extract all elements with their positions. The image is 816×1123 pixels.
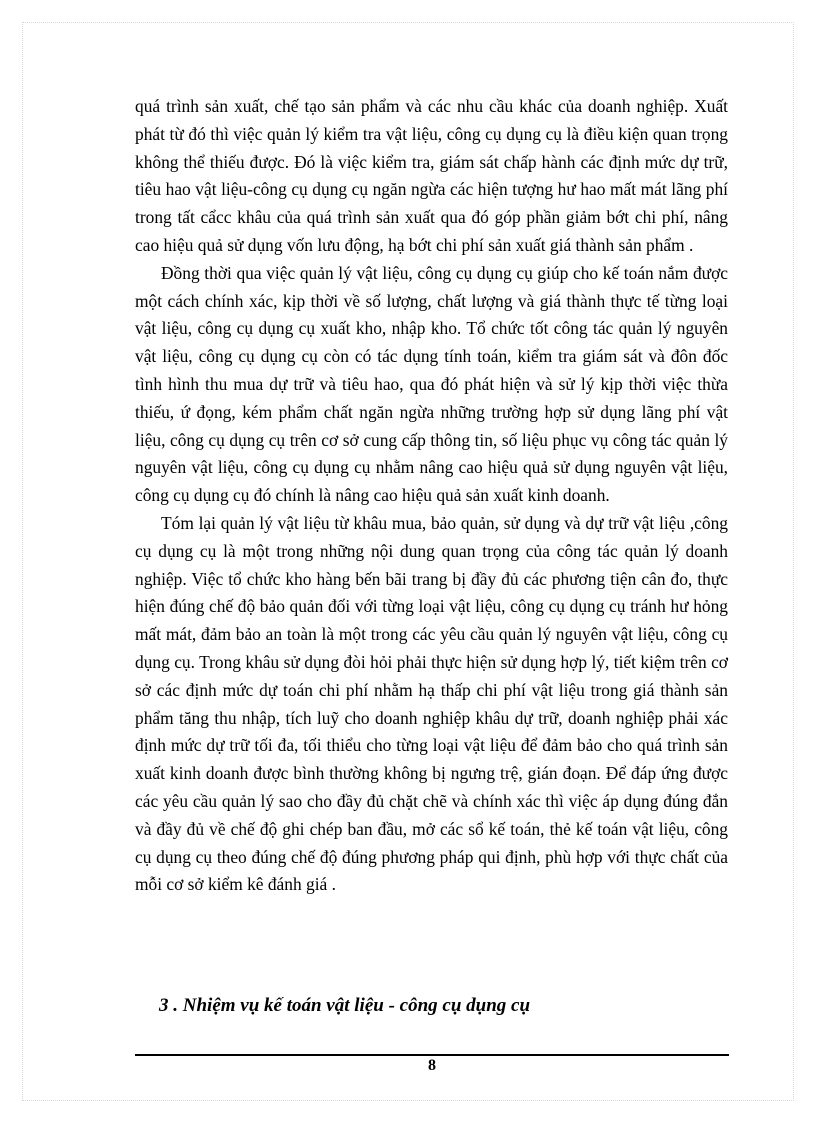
paragraph-3: Tóm lại quản lý vật liệu từ khâu mua, bảo quản, sử dụng và dự trữ vật liệu ,công cụ dụng cụ là một trong những nội dung quan trọng của công tác quản lý doanh nghiệp. Việc tổ chức kho hàng bến bãi trang bị đầy đủ các phương tiện cân đo, thực hiện đúng chế độ bảo quản đối với từng loại vật liệu, công cụ dụng cụ tránh hư hỏng mất mát, đảm bảo an toàn là một trong các yêu cầu quản lý nguyên vật liệu, công cụ dụng cụ. Trong khâu sử dụng đòi hỏi phải thực hiện sử dụng hợp lý, tiết kiệm trên cơ sở các định mức dự toán chi phí nhằm hạ thấp chi phí vật liệu trong giá thành sản phẩm tăng thu nhập, tích luỹ cho doanh nghiệp khâu dự trữ, doanh nghiệp phải xác định mức dự trữ tối đa, tối thiểu cho từng loại vật liệu để đảm bảo cho quá trình sản xuất kinh doanh được bình thường không bị ngưng trệ, gián đoạn. Để đáp ứng được các yêu cầu quản lý sao cho đầy đủ chặt chẽ và chính xác thì việc áp dụng đúng đắn và đầy đủ về chế độ ghi chép ban đầu, mở các sổ kế toán, thẻ kế toán vật liệu, công cụ dụng cụ theo đúng chế độ đúng phương pháp qui định, phù hợp với thực chất của mỗi cơ sở kiểm kê đánh giá . <box>135 512 728 895</box>
page-number: 8 <box>428 1057 436 1074</box>
paragraph-1: quá trình sản xuất, chế tạo sản phẩm và các nhu cầu khác của doanh nghiệp. Xuất phát từ đó thì việc quản lý kiểm tra vật liệu, công cụ dụng cụ là điều kiện quan trọng không thể thiếu được. Đó là việc kiểm tra, giám sát chấp hành các định mức dự trữ, tiêu hao vật liệu-công cụ dụng cụ ngăn ngừa các hiện tượng hư hao mất mát lãng phí trong tất cẩcc khâu của quá trình sản xuất qua đó góp phần giảm bớt chi phí, nâng cao hiệu quả sử dụng vốn lưu động, hạ bớt chi phí sản xuất giá thành sản phẩm . <box>135 96 728 255</box>
section-heading: 3 . Nhiệm vụ kế toán vật liệu - công cụ dụng cụ <box>159 995 531 1016</box>
paragraph-2: Đồng thời qua việc quản lý vật liệu, công cụ dụng cụ giúp cho kế toán nắm được một cách chính xác, kịp thời về số lượng, chất lượng và giá thành thực tế từng loại vật liệu, công cụ dụng cụ xuất kho, nhập kho. Tổ chức tốt công tác quản lý nguyên vật liệu, công cụ dụng cụ còn có tác dụng tính toán, kiểm tra giám sát và đôn đốc tình hình thu mua dự trữ và tiêu hao, qua đó phát hiện và sử lý kịp thời việc thừa thiếu, ứ đọng, kém phẩm chất ngăn ngừa những trường hợp sử dụng lãng phí vật liệu, công cụ dụng cụ trên cơ sở cung cấp thông tin, số liệu phục vụ công tác quản lý nguyên vật liệu, công cụ dụng cụ nhằm nâng cao hiệu quả sử dụng nguyên vật liệu, công cụ dụng cụ đó chính là nâng cao hiệu quả sản xuất kinh doanh. <box>135 262 728 506</box>
body-text <box>135 93 728 899</box>
footer-rule <box>135 1054 729 1056</box>
